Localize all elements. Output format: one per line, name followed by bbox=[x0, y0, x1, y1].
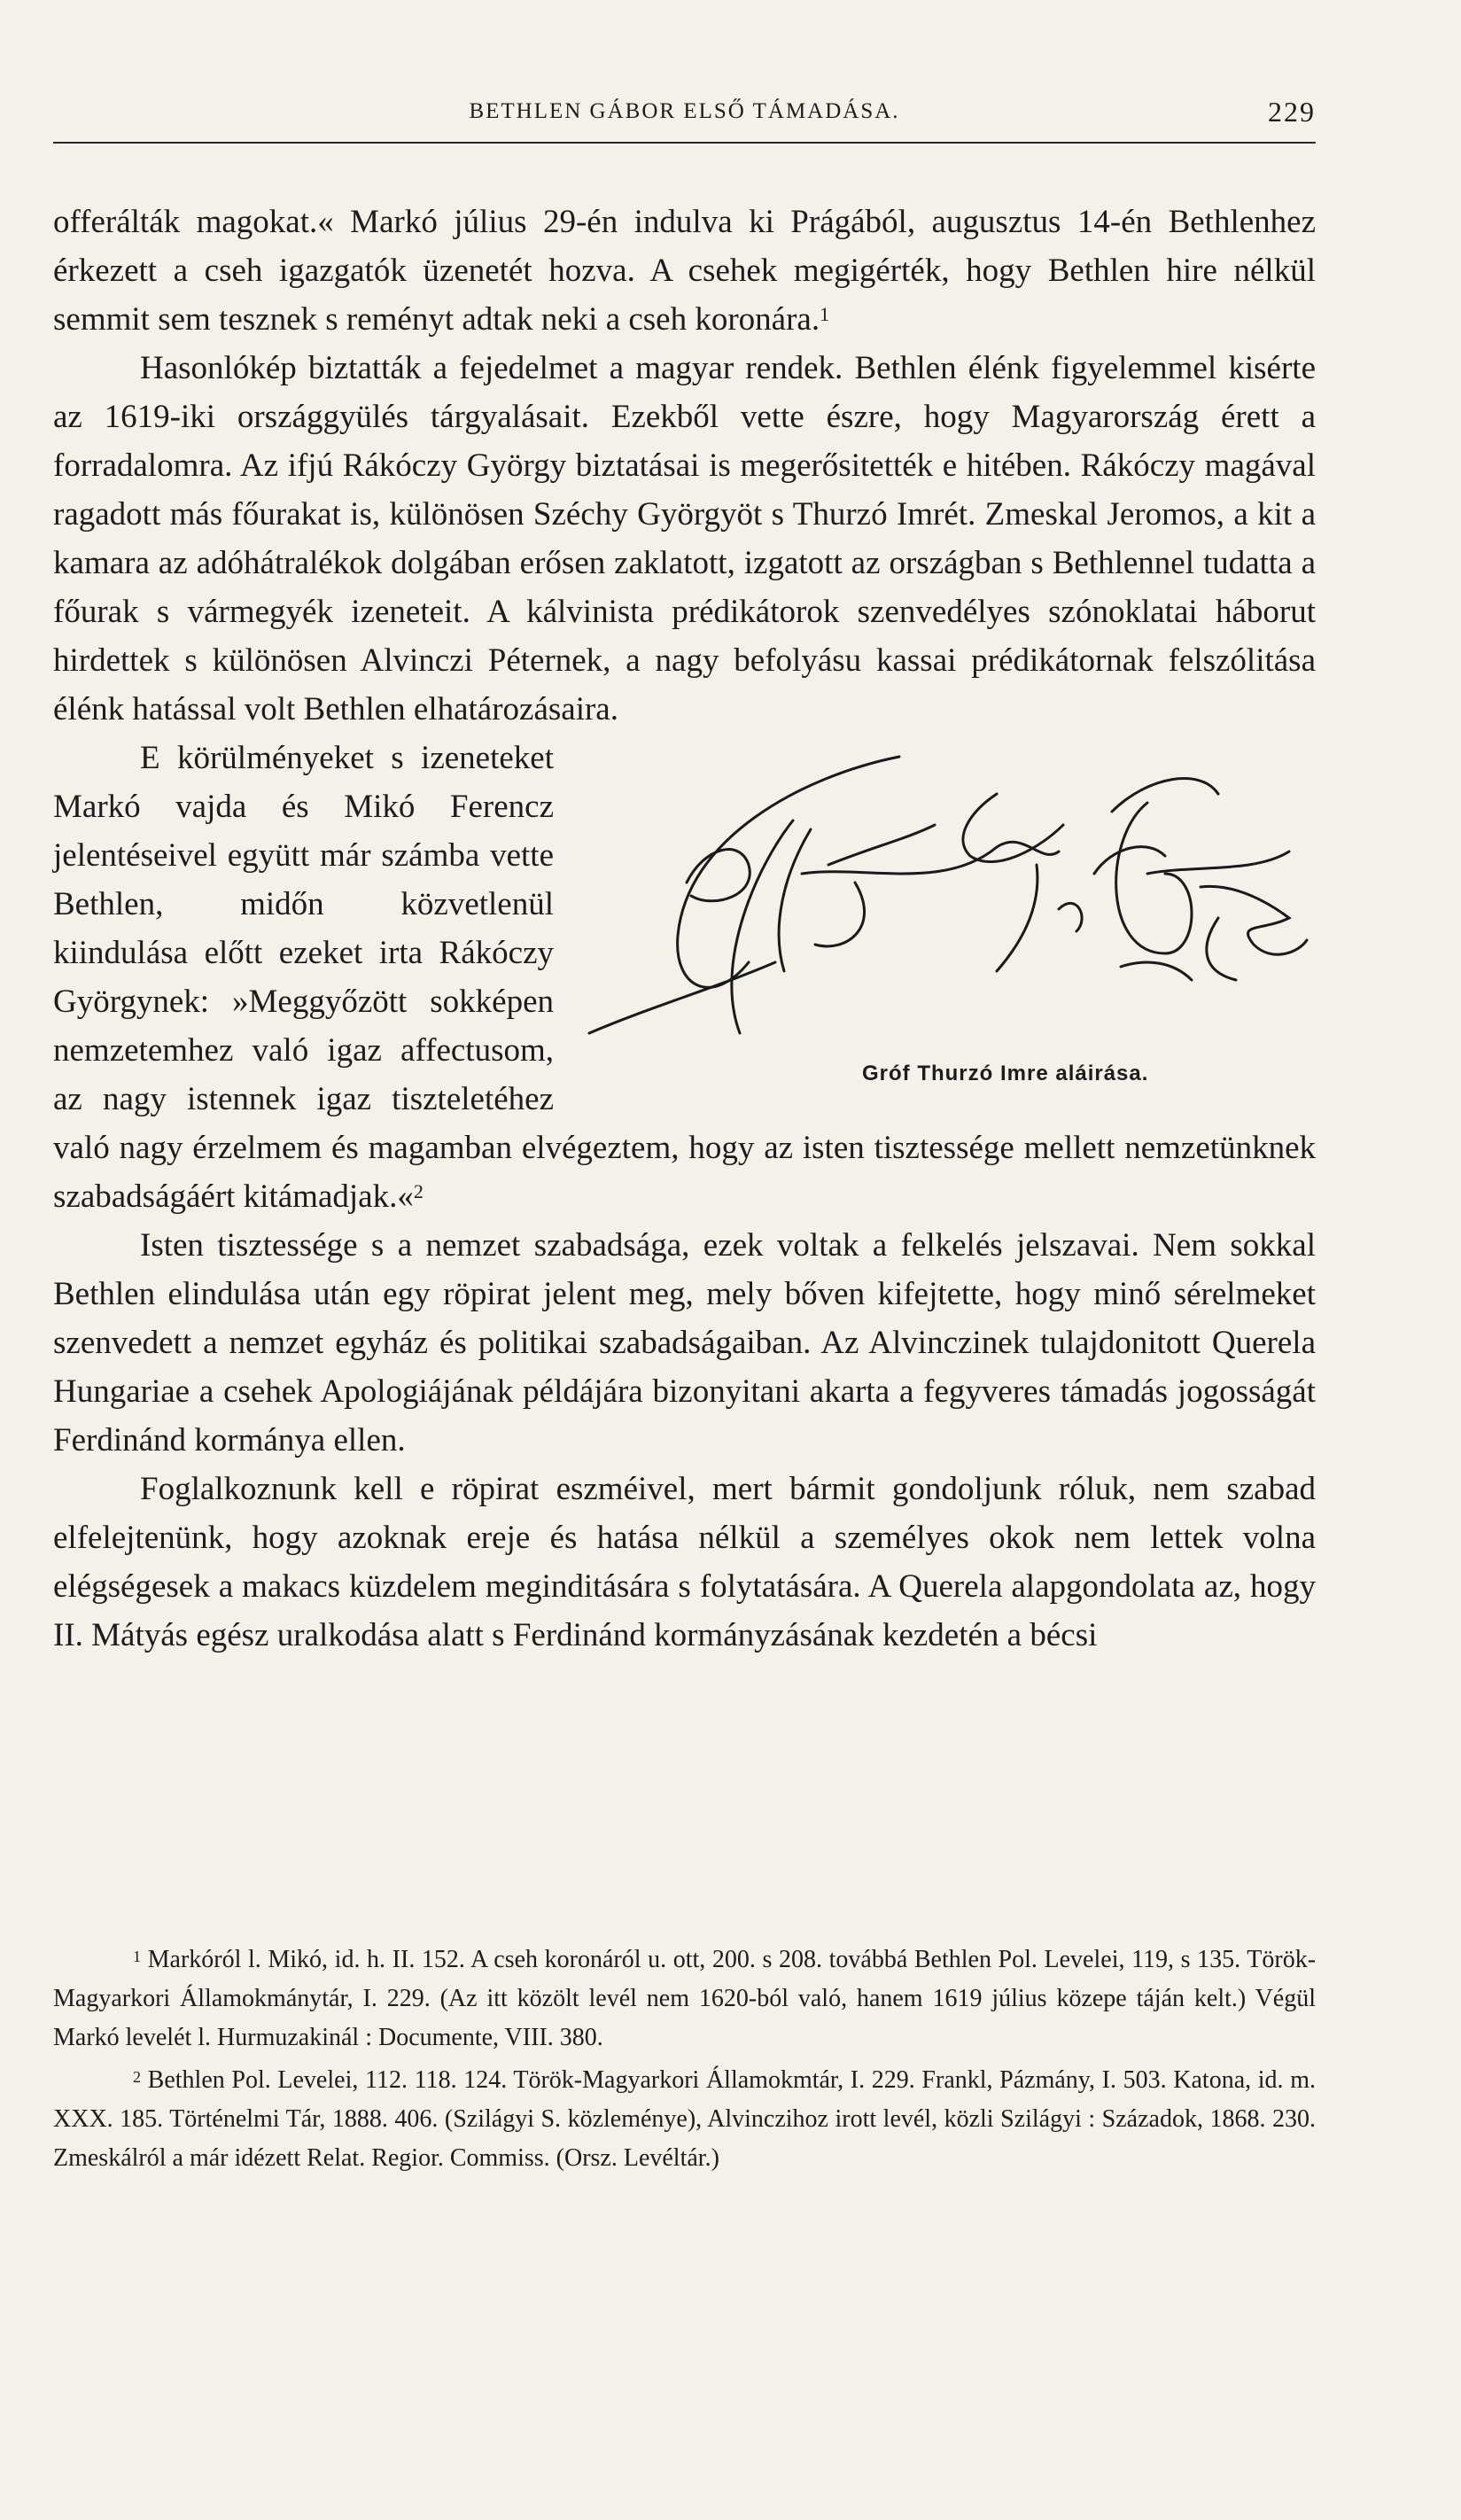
paragraph-1 bbox=[53, 198, 1316, 344]
footnotes bbox=[53, 1941, 1316, 2182]
paragraph-3 bbox=[53, 734, 1316, 1221]
paragraph-4: Isten tisztessége s a nemzet szabadsága, ezek voltak a felkelés jelszavai. Nem sokkal Bethlen elindulása után egy röpirat jelent meg, mely bőven kifejtette, hogy minő sérelmeket szenvedett a nemzet egyház és politikai szabadságaiban. Az Alvinczinek tulajdonitott Querela Hungariae a csehek Apologiájának példájára bizonyitani akarta a fegyveres támadás jogosságát Ferdinánd kormánya ellen. bbox=[53, 1227, 1316, 1458]
footnote-ref-1: 1 bbox=[820, 303, 830, 325]
footnote-1 bbox=[53, 1941, 1316, 2057]
footnote-1-text: Markóról l. Mikó, id. h. II. 152. A cseh koronáról u. ott, 200. s 208. továbbá Bethlen Pol. Levelei, 119, s 135. Török-Magyarkori Államokmánytár, I. 229. (Az itt közölt levél nem 1620-ból való, hanem 1619 július közepe táján kelt.) Végül Markó levelét l. Hurmuzakinál : Documente, VIII. 380. bbox=[53, 1946, 1317, 2051]
page-number: 229 bbox=[1268, 96, 1316, 128]
paragraph-1-text: offerálták magokat.« Markó július 29-én indulva ki Prágából, augusztus 14-én Bethlenhez érkezett a cseh igazgatók üzenetét hozva. A csehek megigérték, hogy Bethlen hire nélkül semmit sem tesznek s reményt adtak neki a cseh koronára. bbox=[53, 204, 1316, 338]
main-text bbox=[53, 198, 1316, 1660]
thurzo-signature-image bbox=[580, 741, 1316, 1042]
page-header bbox=[53, 96, 1316, 138]
header-rule bbox=[53, 142, 1316, 144]
footnote-2-mark: 2 bbox=[133, 2068, 141, 2086]
signature-figure bbox=[580, 741, 1316, 1100]
paragraph-2: Hasonlókép biztatták a fejedelmet a magyar rendek. Bethlen élénk figyelemmel kisérte az 1619-iki országgyülés tárgyalásait. Ezekből vette észre, hogy Magyarország érett a forradalomra. Az ifjú Rákóczy György biztatásai is megerősitették e hitében. Rákóczy magával ragadott más főurakat is, különösen Széchy Györgyöt s Thurzó Imrét. Zmeskal Jeromos, a kit a kamara az adóhátralékok dolgában erősen zaklatott, izgatott az országban s Bethlennel tudatta a főurak s vármegyék izeneteit. A kálvinista prédikátorok szenvedélyes szónoklatai háborut hirdettek s különösen Alvinczi Péternek, a nagy befolyásu kassai prédikátornak felszólitása élénk hatással volt Bethlen elhatározásaira. bbox=[53, 350, 1316, 727]
footnote-1-mark: 1 bbox=[133, 1948, 141, 1965]
running-title: BETHLEN GÁBOR ELSŐ TÁMADÁSA. bbox=[469, 99, 900, 123]
signature-caption: Gróf Thurzó Imre aláirása. bbox=[862, 1062, 1149, 1085]
footnote-2-text: Bethlen Pol. Levelei, 112. 118. 124. Török-Magyarkori Államokmtár, I. 229. Frankl, Pázmány, I. 503. Katona, id. m. XXX. 185. Történelmi Tár, 1888. 406. (Szilágyi S. közleménye), Alvinczihoz irott levél, közli Szilágyi : Századok, 1868. 230. Zmeskálról a már idézett Relat. Regior. Commiss. (Orsz. Levéltár.) bbox=[53, 2066, 1316, 2172]
footnote-ref-2: 2 bbox=[413, 1180, 424, 1202]
paragraph-5: Foglalkoznunk kell e röpirat eszméivel, mert bármit gondoljunk róluk, nem szabad elfelejtenünk, hogy azoknak ereje és hatása nélkül a személyes okok nem lettek volna elégségesek a makacs küzdelem meginditására s folytatására. A Querela alapgondolata az, hogy II. Mátyás egész uralkodása alatt s Ferdinánd kormányzásának kezdetén a bécsi bbox=[53, 1471, 1316, 1653]
paragraph-3-text: E körülményeket s izeneteket Markó vajda és Mikó Ferencz jelentéseivel együtt már számba vette Bethlen, midőn közvetlenül kiindulása előtt ezeket irta Rákóczy Györgynek: »Meggyőzött sokképen nemzetemhez való igaz affectusom, az nagy istennek igaz tiszteletéhez való nagy érzelmem és magamban elvégeztem, hogy az isten tisztessége mellett nemzetünknek szabadságáért kitámadjak.« bbox=[53, 740, 1316, 1215]
footnote-2 bbox=[53, 2061, 1316, 2178]
